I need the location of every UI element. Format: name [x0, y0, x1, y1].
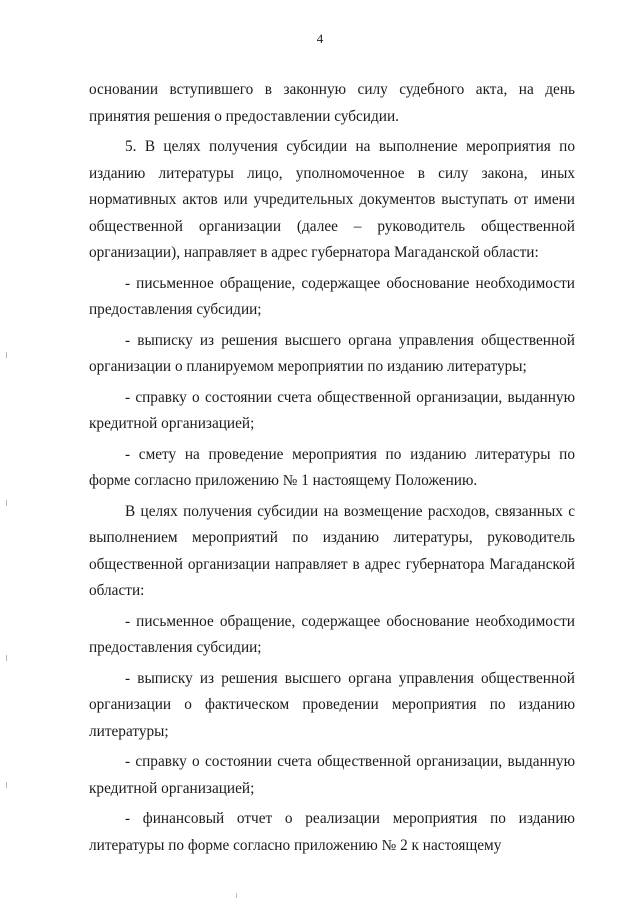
- list-item-extract-planned: - выписку из решения высшего органа управления общественной организации о планируемом мероприятии по изданию литературы;: [89, 331, 575, 375]
- list-item-account-statement: - справку о состоянии счета общественной организации, выданную кредитной организацией;: [89, 388, 575, 432]
- scan-bottom-mark: [236, 893, 237, 898]
- page-number: 4: [316, 31, 324, 46]
- list-item-estimate: - смету на проведение мероприятия по изданию литературы по форме согласно приложению № 1 настоящему Положению.: [89, 445, 575, 489]
- scan-margin-mark: [6, 352, 7, 358]
- list-item-account-statement: - справку о состоянии счета общественной организации, выданную кредитной организацией;: [89, 753, 575, 797]
- list-item-financial-report: - финансовый отчет о реализации мероприятия по изданию литературы по форме согласно приложению № 2 к настоящему: [89, 810, 575, 854]
- list-item-appeal: - письменное обращение, содержащее обоснование необходимости предоставления субсидии;: [89, 612, 575, 656]
- paragraph-reimbursement: В целях получения субсидии на возмещение расходов, связанных с выполнением мероприятий по изданию литературы, руководитель общественной организации направляет в адрес губернатора Магаданской области:: [89, 502, 575, 599]
- document-body: [89, 77, 575, 863]
- scan-margin-mark: [6, 500, 7, 506]
- list-item-appeal: - письменное обращение, содержащее обоснование необходимости предоставления субсидии;: [89, 274, 575, 318]
- list-item-extract-actual: - выписку из решения высшего органа управления общественной организации о фактическом проведении мероприятия по изданию литературы;: [89, 669, 575, 740]
- scan-margin-mark: [6, 655, 7, 661]
- paragraph-item-5: 5. В целях получения субсидии на выполнение мероприятия по изданию литературы лицо, уполномоченное в силу закона, иных нормативных актов или учредительных документов выступать от имени общественной организации (далее – руководитель общественной организации), направляет в адрес губернатора Магаданской области:: [89, 138, 575, 261]
- scan-margin-mark: [6, 782, 7, 788]
- paragraph-continuation: основании вступившего в законную силу судебного акта, на день принятия решения о предоставлении субсидии.: [89, 81, 575, 125]
